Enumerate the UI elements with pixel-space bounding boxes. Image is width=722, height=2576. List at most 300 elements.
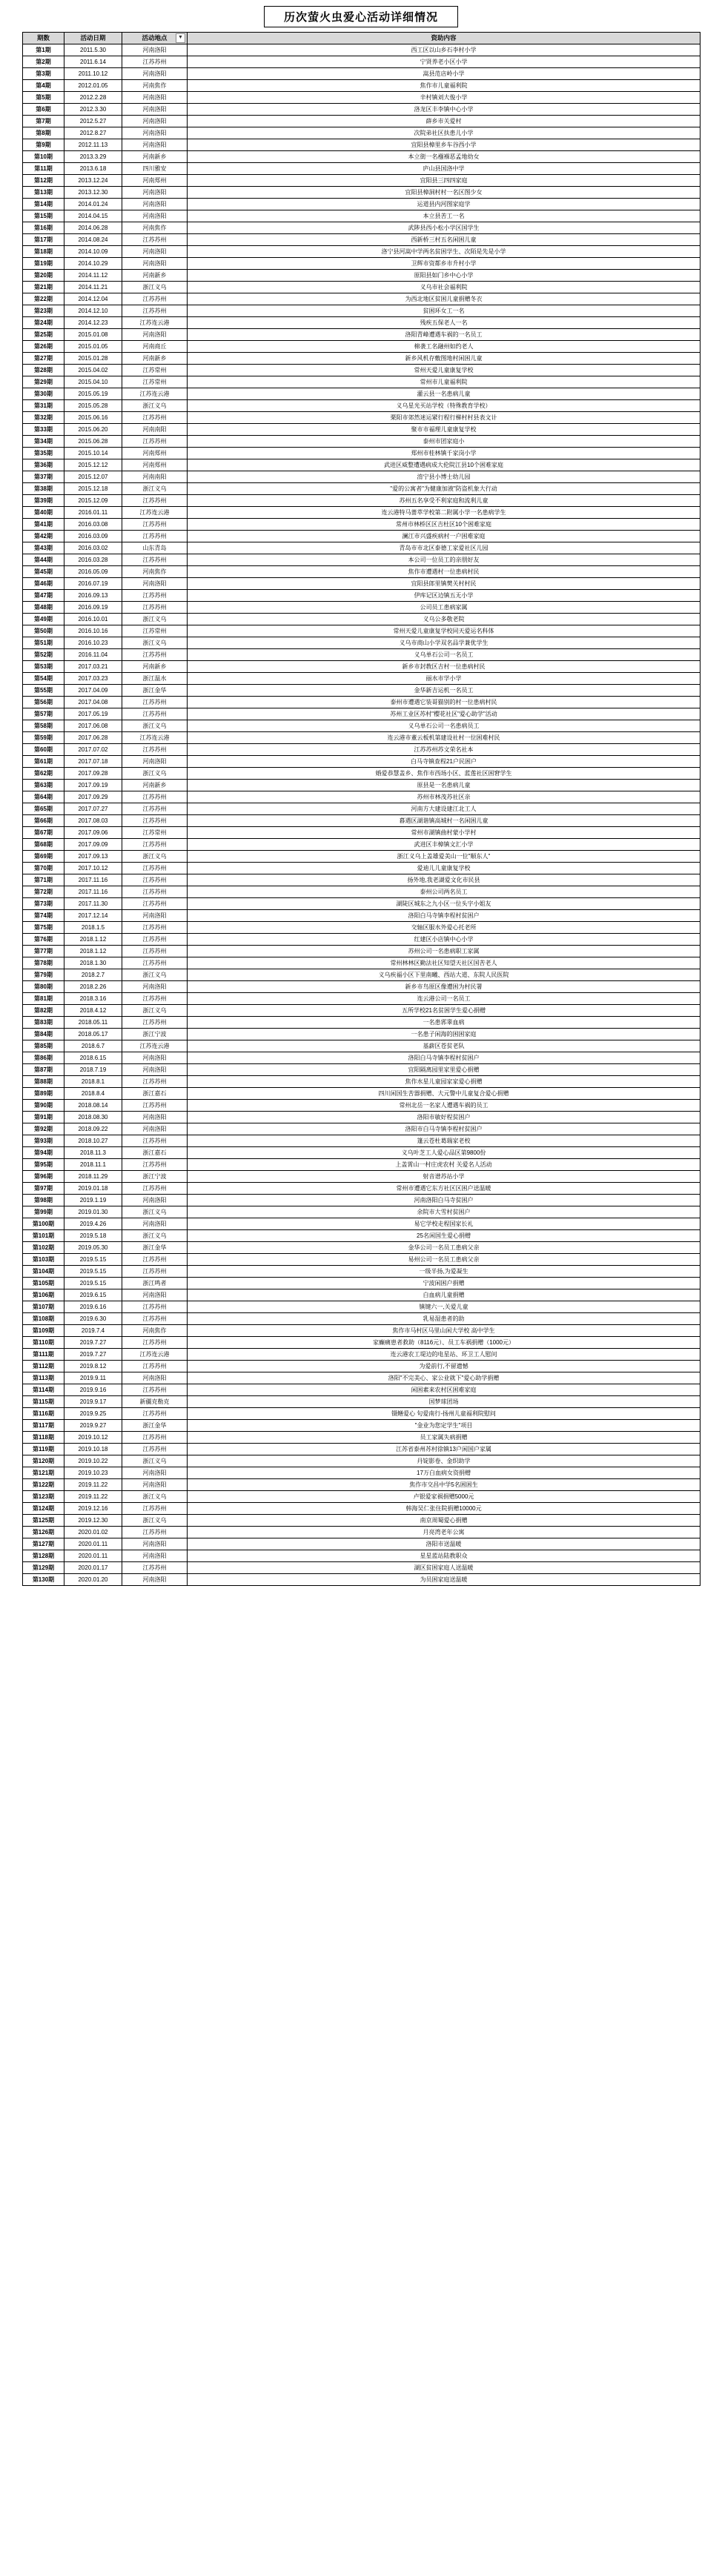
- cell-place: 河南商丘: [122, 341, 188, 353]
- table-row: [23, 1574, 701, 1586]
- cell-description: 残疾五保老人一名: [188, 317, 701, 329]
- table-row: [23, 388, 701, 400]
- column-header-date-label: 活动日期: [80, 33, 106, 42]
- table-row: [23, 270, 701, 282]
- cell-place: 江苏苏州: [122, 412, 188, 424]
- cell-period: 第127期: [23, 1538, 64, 1550]
- cell-description: 国梦球团场: [188, 1396, 701, 1408]
- table-row: [23, 934, 701, 946]
- cell-description: 宁波闲困户捐赠: [188, 1278, 701, 1289]
- cell-description: 公司员工患病家属: [188, 602, 701, 614]
- cell-date: 2019.10.12: [64, 1432, 122, 1444]
- table-row: [23, 1159, 701, 1171]
- cell-place: 浙江义乌: [122, 400, 188, 412]
- cell-date: 2017.07.27: [64, 803, 122, 815]
- table-row: [23, 353, 701, 365]
- table-row: [23, 1325, 701, 1337]
- cell-date: 2020.01.02: [64, 1527, 122, 1538]
- cell-date: 2014.10.29: [64, 258, 122, 270]
- cell-place: 江苏苏州: [122, 1266, 188, 1278]
- cell-period: 第51期: [23, 637, 64, 649]
- table-row: [23, 1396, 701, 1408]
- cell-date: 2013.3.29: [64, 151, 122, 163]
- cell-period: 第60期: [23, 744, 64, 756]
- cell-period: 第92期: [23, 1123, 64, 1135]
- cell-period: 第13期: [23, 187, 64, 199]
- cell-place: 河南焦作: [122, 222, 188, 234]
- cell-period: 第52期: [23, 649, 64, 661]
- cell-place: 江苏常州: [122, 365, 188, 376]
- cell-place: 浙江宁波: [122, 1171, 188, 1183]
- table-row: [23, 199, 701, 210]
- cell-date: 2017.11.30: [64, 898, 122, 910]
- cell-description: 新乡风机存敷图地村闲困儿童: [188, 353, 701, 365]
- cell-date: 2020.01.17: [64, 1562, 122, 1574]
- cell-date: 2017.04.08: [64, 697, 122, 708]
- cell-period: 第57期: [23, 708, 64, 720]
- cell-period: 第18期: [23, 246, 64, 258]
- table-row: [23, 210, 701, 222]
- cell-place: 浙江嘉石: [122, 1088, 188, 1100]
- cell-place: 河南焦作: [122, 80, 188, 92]
- cell-period: 第61期: [23, 756, 64, 768]
- cell-place: 江苏苏州: [122, 1159, 188, 1171]
- cell-place: 江苏苏州: [122, 874, 188, 886]
- cell-period: 第50期: [23, 625, 64, 637]
- cell-description: 义乌市社会福利院: [188, 282, 701, 293]
- cell-place: 江苏连云港: [122, 317, 188, 329]
- cell-date: 2013.12.30: [64, 187, 122, 199]
- table-row: [23, 139, 701, 151]
- cell-description: 连云港市董云板机第建设社村一位困难村民: [188, 732, 701, 744]
- cell-place: 河南洛阳: [122, 187, 188, 199]
- cell-description: 卢银爱家祸捐赠5000元: [188, 1491, 701, 1503]
- cell-date: 2016.07.19: [64, 578, 122, 590]
- cell-place: 河南郑州: [122, 459, 188, 471]
- cell-date: 2014.12.10: [64, 305, 122, 317]
- cell-date: 2017.09.06: [64, 827, 122, 839]
- cell-place: 河南新乡: [122, 151, 188, 163]
- cell-date: 2016.10.01: [64, 614, 122, 625]
- cell-period: 第102期: [23, 1242, 64, 1254]
- cell-period: 第86期: [23, 1052, 64, 1064]
- cell-date: 2017.06.08: [64, 720, 122, 732]
- cell-place: 江苏常州: [122, 827, 188, 839]
- cell-date: 2019.05.30: [64, 1242, 122, 1254]
- cell-description: 泰州市团家庭小: [188, 436, 701, 448]
- table-row: [23, 1123, 701, 1135]
- cell-date: 2019.7.4: [64, 1325, 122, 1337]
- cell-place: 江苏苏州: [122, 649, 188, 661]
- cell-description: 洛宁县河嵩中学两名贫困学生、次陌是先是小学: [188, 246, 701, 258]
- cell-period: 第64期: [23, 791, 64, 803]
- cell-description: 焦作市遭遇村一位患病村民: [188, 566, 701, 578]
- cell-place: 河南洛阳: [122, 104, 188, 116]
- cell-period: 第10期: [23, 151, 64, 163]
- cell-place: 河南洛阳: [122, 1550, 188, 1562]
- cell-date: 2019.5.15: [64, 1254, 122, 1266]
- cell-description: 闲困素来农村区困难家庭: [188, 1384, 701, 1396]
- cell-description: 篷云苍杜葛瑞家老校: [188, 1135, 701, 1147]
- table-row: [23, 1432, 701, 1444]
- cell-description: 薛乡市关爱村: [188, 116, 701, 127]
- table-row: [23, 1183, 701, 1195]
- table-row: [23, 697, 701, 708]
- cell-date: 2020.01.20: [64, 1574, 122, 1586]
- cell-period: 第89期: [23, 1088, 64, 1100]
- cell-place: 河南洛阳: [122, 981, 188, 993]
- cell-period: 第16期: [23, 222, 64, 234]
- cell-description: 为西北地区贫困儿童捐赠冬衣: [188, 293, 701, 305]
- cell-date: 2018.6.15: [64, 1052, 122, 1064]
- cell-description: 焦作水星儿童园家家爱心捐赠: [188, 1076, 701, 1088]
- cell-period: 第7期: [23, 116, 64, 127]
- cell-date: 2015.05.19: [64, 388, 122, 400]
- table-row: [23, 946, 701, 957]
- table-row: [23, 732, 701, 744]
- cell-description: 棉袭工名融州如约老人: [188, 341, 701, 353]
- column-header-period: [23, 33, 64, 44]
- page-title: 历次萤火虫爱心活动详细情况: [264, 6, 458, 27]
- cell-place: 江苏苏州: [122, 1444, 188, 1455]
- cell-period: 第2期: [23, 56, 64, 68]
- table-row: [23, 803, 701, 815]
- cell-period: 第129期: [23, 1562, 64, 1574]
- cell-date: 2012.01.05: [64, 80, 122, 92]
- cell-date: 2014.06.28: [64, 222, 122, 234]
- cell-period: 第12期: [23, 175, 64, 187]
- cell-date: 2018.1.12: [64, 946, 122, 957]
- cell-description: 原县是一名患病儿童: [188, 780, 701, 791]
- cell-description: 西工区以山乡石李村小学: [188, 44, 701, 56]
- cell-place: 河南洛阳: [122, 127, 188, 139]
- table-row: [23, 685, 701, 697]
- table-row: [23, 1491, 701, 1503]
- cell-date: 2015.01.28: [64, 353, 122, 365]
- cell-period: 第107期: [23, 1301, 64, 1313]
- cell-period: 第41期: [23, 519, 64, 531]
- cell-place: 河南洛阳: [122, 210, 188, 222]
- cell-date: 2014.12.23: [64, 317, 122, 329]
- cell-period: 第11期: [23, 163, 64, 175]
- table-row: [23, 649, 701, 661]
- cell-period: 第125期: [23, 1515, 64, 1527]
- cell-period: 第6期: [23, 104, 64, 116]
- cell-description: 宜阳县樟洞村村一名区图少女: [188, 187, 701, 199]
- cell-date: 2019.9.27: [64, 1420, 122, 1432]
- table-row: [23, 1040, 701, 1052]
- cell-place: 浙江义乌: [122, 768, 188, 780]
- cell-description: 河南方大建设建江北工人: [188, 803, 701, 815]
- cell-date: 2017.11.16: [64, 886, 122, 898]
- cell-description: 交轴区服水外爱心托老所: [188, 922, 701, 934]
- filter-dropdown-icon[interactable]: ▼: [176, 33, 185, 43]
- cell-place: 河南洛阳: [122, 578, 188, 590]
- cell-place: 河南新乡: [122, 780, 188, 791]
- cell-place: 江苏苏州: [122, 815, 188, 827]
- cell-date: 2018.08.14: [64, 1100, 122, 1112]
- cell-description: 苏州市林茂苏社区亲: [188, 791, 701, 803]
- cell-date: 2018.11.29: [64, 1171, 122, 1183]
- table-row: [23, 305, 701, 317]
- cell-date: 2016.05.09: [64, 566, 122, 578]
- cell-description: 上盖霄山一村庄虎农村 关爱名人活动: [188, 1159, 701, 1171]
- table-row: [23, 1444, 701, 1455]
- cell-date: 2018.10.27: [64, 1135, 122, 1147]
- cell-period: 第9期: [23, 139, 64, 151]
- cell-place: 浙江义乌: [122, 969, 188, 981]
- cell-description: 易州公司一名员工患病父亲: [188, 1254, 701, 1266]
- cell-date: 2015.01.05: [64, 341, 122, 353]
- cell-description: 焦作市交昌中学5名困困生: [188, 1479, 701, 1491]
- table-row: [23, 1527, 701, 1538]
- cell-period: 第55期: [23, 685, 64, 697]
- cell-place: 山东青岛: [122, 542, 188, 554]
- cell-place: 江苏苏州: [122, 519, 188, 531]
- cell-date: 2015.06.16: [64, 412, 122, 424]
- cell-place: 浙江义乌: [122, 1230, 188, 1242]
- cell-place: 河南南阳: [122, 424, 188, 436]
- cell-place: 河南洛阳: [122, 910, 188, 922]
- table-row: [23, 1408, 701, 1420]
- cell-period: 第94期: [23, 1147, 64, 1159]
- cell-place: 河南洛阳: [122, 1289, 188, 1301]
- cell-place: 河南洛阳: [122, 1574, 188, 1586]
- cell-date: 2012.3.30: [64, 104, 122, 116]
- cell-period: 第120期: [23, 1455, 64, 1467]
- cell-description: 连云港农工堤边的电星站、环卫工人慰问: [188, 1349, 701, 1361]
- cell-description: 镇键六一,关爱儿童: [188, 1301, 701, 1313]
- table-row: [23, 827, 701, 839]
- cell-place: 江苏苏州: [122, 531, 188, 542]
- cell-period: 第8期: [23, 127, 64, 139]
- cell-period: 第82期: [23, 1005, 64, 1017]
- cell-period: 第69期: [23, 851, 64, 863]
- cell-description: 宜阳县樟里乡车谷西小学: [188, 139, 701, 151]
- cell-place: 河南洛阳: [122, 199, 188, 210]
- cell-date: 2019.10.18: [64, 1444, 122, 1455]
- cell-description: 伊库记区边镇五无小学: [188, 590, 701, 602]
- table-row: [23, 282, 701, 293]
- cell-period: 第38期: [23, 483, 64, 495]
- cell-description: 常州市湖镇曲村蒙小学村: [188, 827, 701, 839]
- table-row: [23, 590, 701, 602]
- cell-description: 常州市林桥区区吉杜区10个困难家庭: [188, 519, 701, 531]
- cell-place: 河南洛阳: [122, 258, 188, 270]
- cell-place: 江苏苏州: [122, 1408, 188, 1420]
- cell-description: 栗阳市郊然迷运紧行程行梯村村县表文计: [188, 412, 701, 424]
- cell-description: 新乡市封教区吉村一位患病村民: [188, 661, 701, 673]
- cell-period: 第78期: [23, 957, 64, 969]
- cell-description: 焦作市马村区马里山闲大学校 高中学生: [188, 1325, 701, 1337]
- cell-period: 第90期: [23, 1100, 64, 1112]
- cell-description: 员工家属失病捐赠: [188, 1432, 701, 1444]
- cell-description: 洛阳市敏好程贫困户: [188, 1112, 701, 1123]
- cell-period: 第43期: [23, 542, 64, 554]
- table-row: [23, 44, 701, 56]
- cell-date: 2018.11.3: [64, 1147, 122, 1159]
- cell-date: 2015.05.28: [64, 400, 122, 412]
- cell-description: 25名闲国生爱心捐赠: [188, 1230, 701, 1242]
- cell-place: 江苏连云港: [122, 388, 188, 400]
- cell-date: 2016.10.16: [64, 625, 122, 637]
- cell-description: 湖区贫困家庭人送温暖: [188, 1562, 701, 1574]
- cell-date: 2015.10.14: [64, 448, 122, 459]
- cell-date: 2019.01.18: [64, 1183, 122, 1195]
- table-row: [23, 1017, 701, 1029]
- cell-period: 第83期: [23, 1017, 64, 1029]
- cell-description: 丹锭影卷、金织助学: [188, 1455, 701, 1467]
- cell-description: 一级半扬,为爱凝生: [188, 1266, 701, 1278]
- cell-place: 江苏苏州: [122, 803, 188, 815]
- cell-date: 2019.11.22: [64, 1491, 122, 1503]
- cell-period: 第111期: [23, 1349, 64, 1361]
- cell-date: 2018.2.7: [64, 969, 122, 981]
- cell-description: 宁贤养老小区小学: [188, 56, 701, 68]
- cell-description: 丽水市学小学: [188, 673, 701, 685]
- cell-date: 2015.12.07: [64, 471, 122, 483]
- cell-place: 浙江义乌: [122, 1455, 188, 1467]
- cell-place: 浙江义乌: [122, 282, 188, 293]
- cell-place: 浙江鸣者: [122, 1278, 188, 1289]
- cell-date: 2017.04.09: [64, 685, 122, 697]
- cell-date: 2017.12.14: [64, 910, 122, 922]
- cell-date: 2013.6.18: [64, 163, 122, 175]
- cell-period: 第87期: [23, 1064, 64, 1076]
- table-row: [23, 1278, 701, 1289]
- table-row: [23, 708, 701, 720]
- table-row: [23, 68, 701, 80]
- cell-period: 第5期: [23, 92, 64, 104]
- cell-date: 2017.09.28: [64, 768, 122, 780]
- cell-place: 河南洛阳: [122, 1052, 188, 1064]
- cell-period: 第56期: [23, 697, 64, 708]
- cell-description: 常州市儿童福利院: [188, 376, 701, 388]
- table-row: [23, 839, 701, 851]
- cell-date: 2019.5.15: [64, 1278, 122, 1289]
- table-row: [23, 56, 701, 68]
- cell-period: 第24期: [23, 317, 64, 329]
- cell-description: 易它学校走程国家长礼: [188, 1218, 701, 1230]
- cell-description: 西新桥三村五名闲困儿童: [188, 234, 701, 246]
- cell-description: 原阳县如门乡中心小学: [188, 270, 701, 282]
- cell-date: 2019.9.17: [64, 1396, 122, 1408]
- cell-description: 义乌单石公司一名员工: [188, 649, 701, 661]
- cell-description: 洛龙区丰李镇中心小学: [188, 104, 701, 116]
- table-row: [23, 673, 701, 685]
- cell-description: 义乌单石公司一名患病员工: [188, 720, 701, 732]
- cell-place: 江苏苏州: [122, 234, 188, 246]
- table-row: [23, 1550, 701, 1562]
- cell-place: 四川雅安: [122, 163, 188, 175]
- table-row: [23, 791, 701, 803]
- cell-description: 洛阳市送温暖: [188, 1538, 701, 1550]
- cell-description: 义乌星光买站学校（特殊教育学校）: [188, 400, 701, 412]
- cell-place: 江苏连云港: [122, 1040, 188, 1052]
- cell-period: 第108期: [23, 1313, 64, 1325]
- cell-place: 浙江宁波: [122, 1029, 188, 1040]
- table-row: [23, 1100, 701, 1112]
- cell-place: 浙江义乌: [122, 720, 188, 732]
- cell-description: 家癫痛患者救助（8116元）、员工车祸捐赠（1000元）: [188, 1337, 701, 1349]
- cell-date: 2015.01.08: [64, 329, 122, 341]
- table-row: [23, 969, 701, 981]
- cell-date: 2019.8.12: [64, 1361, 122, 1372]
- cell-date: 2017.03.21: [64, 661, 122, 673]
- cell-place: 江苏苏州: [122, 886, 188, 898]
- cell-date: 2018.8.4: [64, 1088, 122, 1100]
- cell-period: 第34期: [23, 436, 64, 448]
- cell-date: 2014.12.04: [64, 293, 122, 305]
- cell-date: 2015.12.09: [64, 495, 122, 507]
- cell-place: 江苏苏州: [122, 1017, 188, 1029]
- cell-description: 常州天爱儿童康复学校: [188, 365, 701, 376]
- table-row: [23, 80, 701, 92]
- table-row: [23, 1052, 701, 1064]
- table-row: [23, 1384, 701, 1396]
- cell-period: 第47期: [23, 590, 64, 602]
- cell-place: 江苏苏州: [122, 293, 188, 305]
- cell-description: 红建区小店镇中心小学: [188, 934, 701, 946]
- cell-date: 2017.07.18: [64, 756, 122, 768]
- column-header-description-label: 资助内容: [431, 33, 457, 42]
- cell-period: 第76期: [23, 934, 64, 946]
- cell-period: 第70期: [23, 863, 64, 874]
- cell-place: 江苏苏州: [122, 1183, 188, 1195]
- cell-period: 第67期: [23, 827, 64, 839]
- cell-place: 江苏苏州: [122, 602, 188, 614]
- table-row: [23, 602, 701, 614]
- cell-date: 2018.3.16: [64, 993, 122, 1005]
- cell-period: 第14期: [23, 199, 64, 210]
- cell-description: 嵩县范店岭小学: [188, 68, 701, 80]
- cell-description: 镊鳝爱心 句爱南行-扬州儿童福利院慰问: [188, 1408, 701, 1420]
- table-row: [23, 234, 701, 246]
- cell-period: 第53期: [23, 661, 64, 673]
- table-row: [23, 448, 701, 459]
- cell-period: 第98期: [23, 1195, 64, 1206]
- cell-place: 江苏苏州: [122, 1527, 188, 1538]
- table-row: [23, 246, 701, 258]
- cell-period: 第124期: [23, 1503, 64, 1515]
- cell-period: 第113期: [23, 1372, 64, 1384]
- cell-description: 义乌公多敬老院: [188, 614, 701, 625]
- cell-date: 2019.5.18: [64, 1230, 122, 1242]
- cell-place: 江苏苏州: [122, 993, 188, 1005]
- cell-date: 2018.09.22: [64, 1123, 122, 1135]
- table-row: [23, 1467, 701, 1479]
- cell-date: 2016.09.19: [64, 602, 122, 614]
- cell-period: 第80期: [23, 981, 64, 993]
- cell-date: 2017.08.03: [64, 815, 122, 827]
- cell-period: 第123期: [23, 1491, 64, 1503]
- cell-description: 为员困家庭送温暖: [188, 1574, 701, 1586]
- cell-period: 第46期: [23, 578, 64, 590]
- cell-date: 2017.09.13: [64, 851, 122, 863]
- cell-place: 江苏苏州: [122, 305, 188, 317]
- cell-description: 婚爱恭慧盖乡、焦作市西场小区、蓝莲社区困窘学生: [188, 768, 701, 780]
- cell-date: 2011.5.30: [64, 44, 122, 56]
- cell-period: 第96期: [23, 1171, 64, 1183]
- cell-place: 江苏苏州: [122, 934, 188, 946]
- table-row: [23, 1147, 701, 1159]
- cell-place: 河南新乡: [122, 353, 188, 365]
- cell-period: 第33期: [23, 424, 64, 436]
- cell-date: 2014.04.15: [64, 210, 122, 222]
- cell-place: 河南洛阳: [122, 1195, 188, 1206]
- cell-period: 第45期: [23, 566, 64, 578]
- table-row: [23, 293, 701, 305]
